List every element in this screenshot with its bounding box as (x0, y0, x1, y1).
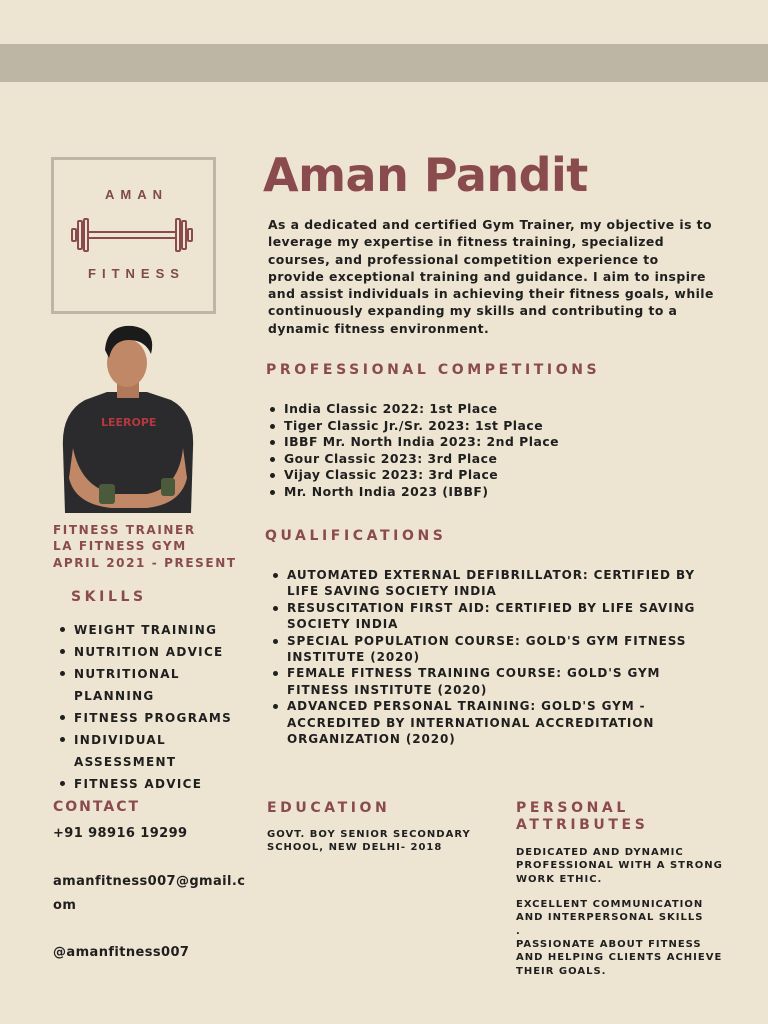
objective-text: As a dedicated and certified Gym Trainer, my objective is to leverage my expertise in fitness training, specialized courses, and professional competition experience to provide exceptional training and guidance. I aim to inspire and assist individuals in achieving their fitness goals, while continuously expanding my skills and contributing to a dynamic fitness environment. (268, 217, 714, 336)
education-heading: EDUCATION (267, 800, 391, 816)
page-title: Aman Pandit (263, 148, 588, 202)
attributes-heading-line2: ATTRIBUTES (516, 817, 649, 833)
attribute-item: PASSIONATE ABOUT FITNESS AND HELPING CLIENTS ACHIEVE THEIR GOALS. (516, 939, 723, 977)
list-item: NUTRITION ADVICE (58, 641, 233, 663)
dumbbell-icon (70, 215, 194, 255)
current-role (53, 522, 237, 571)
list-item: Gour Classic 2023: 3rd Place (268, 451, 728, 468)
logo-top-text: AMAN (105, 187, 168, 202)
attributes-heading-line1: PERSONAL (516, 800, 629, 816)
list-item: INDIVIDUAL ASSESSMENT (58, 729, 233, 773)
role-title: FITNESS TRAINER (53, 523, 196, 537)
role-period: APRIL 2021 - PRESENT (53, 555, 237, 570)
skills-heading: SKILLS (71, 589, 147, 605)
list-item: Mr. North India 2023 (IBBF) (268, 484, 728, 501)
svg-text:LEEROPE: LEEROPE (101, 416, 157, 429)
list-item: FITNESS PROGRAMS (58, 707, 233, 729)
list-item: RESUSCITATION FIRST AID: CERTIFIED BY LIFE SAVING SOCIETY INDIA (271, 600, 721, 633)
list-item: ADVANCED PERSONAL TRAINING: GOLD'S GYM - ACCREDITED BY INTERNATIONAL ACCREDITATION ORGANIZATION (2020) (271, 698, 721, 747)
education-text: GOVT. BOY SENIOR SECONDARY SCHOOL, NEW DELHI- 2018 (267, 829, 471, 854)
logo-bottom-text: FITNESS (88, 266, 185, 281)
attribute-item: DEDICATED AND DYNAMIC PROFESSIONAL WITH A STRONG WORK ETHIC. (516, 847, 723, 885)
list-item: IBBF Mr. North India 2023: 2nd Place (268, 434, 728, 451)
attribute-item: EXCELLENT COMMUNICATION AND INTERPERSONAL SKILLS . (516, 899, 704, 937)
list-item: India Classic 2022: 1st Place (268, 401, 728, 418)
phone-number[interactable]: +91 98916 19299 (53, 826, 188, 841)
list-item: FEMALE FITNESS TRAINING COURSE: GOLD'S GYM FITNESS INSTITUTE (2020) (271, 665, 721, 698)
profile-photo (55, 318, 200, 513)
qualifications-list (271, 567, 721, 747)
list-item: Tiger Classic Jr./Sr. 2023: 1st Place (268, 418, 728, 435)
role-gym: LA FITNESS GYM (53, 539, 187, 554)
email-address[interactable]: amanfitness007@gmail.com (53, 874, 246, 913)
qualifications-heading: QUALIFICATIONS (265, 528, 447, 544)
list-item: Vijay Classic 2023: 3rd Place (268, 467, 728, 484)
list-item: FITNESS ADVICE (58, 773, 233, 795)
contact-heading: CONTACT (53, 799, 141, 815)
list-item: NUTRITIONAL PLANNING (58, 663, 233, 707)
competitions-list (268, 401, 728, 500)
list-item: SPECIAL POPULATION COURSE: GOLD'S GYM FITNESS INSTITUTE (2020) (271, 633, 721, 666)
list-item: AUTOMATED EXTERNAL DEFIBRILLATOR: CERTIFIED BY LIFE SAVING SOCIETY INDIA (271, 567, 721, 600)
competitions-heading: PROFESSIONAL COMPETITIONS (266, 362, 601, 378)
skills-list (58, 619, 233, 795)
top-band (0, 44, 768, 82)
list-item: WEIGHT TRAINING (58, 619, 233, 641)
social-handle[interactable]: @amanfitness007 (53, 945, 190, 960)
logo (51, 157, 216, 314)
attributes-heading (516, 800, 648, 834)
